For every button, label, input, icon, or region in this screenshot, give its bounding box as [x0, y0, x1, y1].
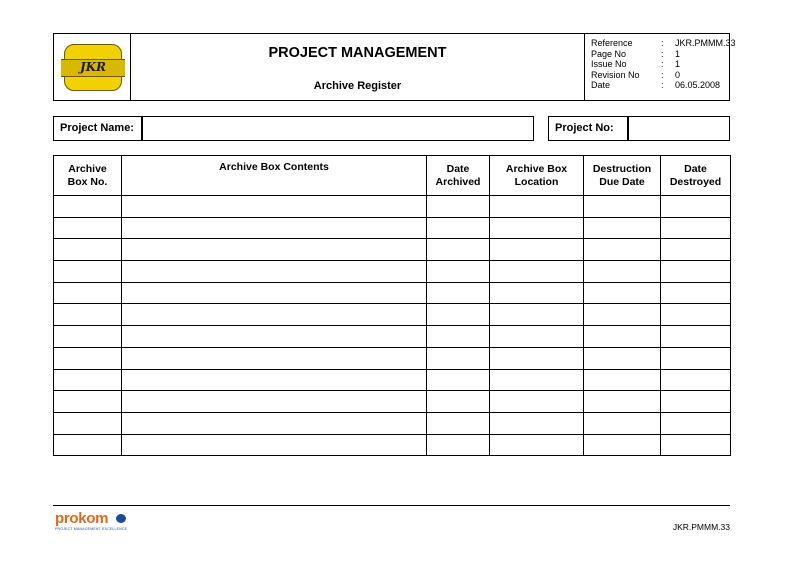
- cell-location[interactable]: [490, 412, 584, 434]
- project-no-label: Project No:: [548, 116, 628, 141]
- col-archive-box-no: Archive Box No.: [54, 156, 122, 196]
- cell-location[interactable]: [490, 282, 584, 304]
- cell-destruction-date[interactable]: [584, 347, 661, 369]
- cell-box-no[interactable]: [54, 412, 122, 434]
- cell-date-destroyed[interactable]: [661, 434, 731, 456]
- cell-date-destroyed[interactable]: [661, 261, 731, 283]
- cell-box-no[interactable]: [54, 239, 122, 261]
- cell-location[interactable]: [490, 261, 584, 283]
- project-name-field[interactable]: [142, 116, 534, 141]
- cell-date-archived[interactable]: [427, 239, 490, 261]
- cell-contents[interactable]: [122, 391, 427, 413]
- cell-contents[interactable]: [122, 412, 427, 434]
- cell-location[interactable]: [490, 217, 584, 239]
- cell-destruction-date[interactable]: [584, 261, 661, 283]
- cell-date-destroyed[interactable]: [661, 217, 731, 239]
- cell-destruction-date[interactable]: [584, 326, 661, 348]
- cell-contents[interactable]: [122, 369, 427, 391]
- cell-location[interactable]: [490, 391, 584, 413]
- cell-date-destroyed[interactable]: [661, 412, 731, 434]
- meta-issue-no: Issue No : 1: [591, 59, 681, 69]
- archive-register-table: [53, 155, 731, 456]
- table-row: [54, 304, 731, 326]
- table-row: [54, 239, 731, 261]
- cell-location[interactable]: [490, 326, 584, 348]
- logo-cell: [54, 34, 131, 100]
- cell-date-destroyed[interactable]: [661, 304, 731, 326]
- cell-destruction-date[interactable]: [584, 196, 661, 218]
- cell-box-no[interactable]: [54, 304, 122, 326]
- cell-destruction-date[interactable]: [584, 282, 661, 304]
- prokom-logo: prokom PROJECT MANAGEMENT EXCELLENCE: [55, 510, 128, 531]
- project-no-field[interactable]: [628, 116, 730, 141]
- cell-date-destroyed[interactable]: [661, 369, 731, 391]
- cell-date-destroyed[interactable]: [661, 391, 731, 413]
- cell-date-archived[interactable]: [427, 369, 490, 391]
- cell-contents[interactable]: [122, 282, 427, 304]
- cell-location[interactable]: [490, 239, 584, 261]
- cell-date-destroyed[interactable]: [661, 239, 731, 261]
- col-archive-box-location: Archive Box Location: [490, 156, 584, 196]
- cell-destruction-date[interactable]: [584, 369, 661, 391]
- form-header: [53, 33, 736, 101]
- cell-location[interactable]: [490, 347, 584, 369]
- cell-date-destroyed[interactable]: [661, 347, 731, 369]
- footer-divider: [53, 505, 730, 506]
- cell-location[interactable]: [490, 196, 584, 218]
- title-cell: [131, 34, 585, 100]
- cell-contents[interactable]: [122, 326, 427, 348]
- cell-destruction-date[interactable]: [584, 239, 661, 261]
- cell-contents[interactable]: [122, 347, 427, 369]
- table-row: [54, 282, 731, 304]
- table-header-row: [54, 156, 731, 196]
- footer-reference: JKR.PMMM.33: [672, 522, 730, 532]
- cell-contents[interactable]: [122, 217, 427, 239]
- table-row: [54, 347, 731, 369]
- meta-reference: Reference : JKR.PMMM.33: [591, 38, 736, 48]
- cell-date-archived[interactable]: [427, 434, 490, 456]
- table-body: [54, 196, 731, 456]
- project-name-label: Project Name:: [53, 116, 142, 141]
- cell-date-archived[interactable]: [427, 282, 490, 304]
- cell-box-no[interactable]: [54, 347, 122, 369]
- cell-date-destroyed[interactable]: [661, 196, 731, 218]
- col-date-archived: Date Archived: [427, 156, 490, 196]
- jkr-logo: JKR: [64, 44, 122, 91]
- cell-contents[interactable]: [122, 434, 427, 456]
- cell-date-archived[interactable]: [427, 261, 490, 283]
- cell-box-no[interactable]: [54, 196, 122, 218]
- cell-date-archived[interactable]: [427, 217, 490, 239]
- cell-box-no[interactable]: [54, 391, 122, 413]
- col-date-destroyed: Date Destroyed: [661, 156, 731, 196]
- cell-date-destroyed[interactable]: [661, 282, 731, 304]
- cell-date-archived[interactable]: [427, 304, 490, 326]
- col-destruction-due-date: Destruction Due Date: [584, 156, 661, 196]
- cell-destruction-date[interactable]: [584, 304, 661, 326]
- cell-box-no[interactable]: [54, 217, 122, 239]
- table-row: [54, 391, 731, 413]
- meta-page-no: Page No : 1: [591, 48, 681, 59]
- table-row: [54, 434, 731, 456]
- table-row: [54, 326, 731, 348]
- cell-destruction-date[interactable]: [584, 391, 661, 413]
- meta-revision-no: Revision No : 0: [591, 69, 681, 80]
- cell-date-archived[interactable]: [427, 412, 490, 434]
- cell-date-archived[interactable]: [427, 347, 490, 369]
- cell-location[interactable]: [490, 434, 584, 456]
- cell-box-no[interactable]: [54, 326, 122, 348]
- cell-contents[interactable]: [122, 304, 427, 326]
- document-meta: [585, 34, 736, 100]
- form-subtitle: Archive Register: [313, 80, 402, 92]
- cell-contents[interactable]: [122, 261, 427, 283]
- cell-box-no[interactable]: [54, 369, 122, 391]
- cell-date-archived[interactable]: [427, 326, 490, 348]
- table-row: [54, 196, 731, 218]
- cell-contents[interactable]: [122, 196, 427, 218]
- cell-destruction-date[interactable]: [584, 434, 661, 456]
- cell-box-no[interactable]: [54, 282, 122, 304]
- cell-location[interactable]: [490, 369, 584, 391]
- page-title: PROJECT MANAGEMENT: [268, 45, 447, 61]
- col-archive-box-contents: Archive Box Contents: [122, 156, 427, 196]
- cell-date-archived[interactable]: [427, 391, 490, 413]
- cell-box-no[interactable]: [54, 261, 122, 283]
- cell-contents[interactable]: [122, 239, 427, 261]
- cell-location[interactable]: [490, 304, 584, 326]
- cell-date-archived[interactable]: [427, 196, 490, 218]
- cell-date-destroyed[interactable]: [661, 326, 731, 348]
- table-row: [54, 369, 731, 391]
- cell-destruction-date[interactable]: [584, 412, 661, 434]
- table-row: [54, 261, 731, 283]
- table-row: [54, 217, 731, 239]
- meta-date: Date : 06.05.2008: [591, 80, 721, 90]
- cell-box-no[interactable]: [54, 434, 122, 456]
- cell-destruction-date[interactable]: [584, 217, 661, 239]
- table-row: [54, 412, 731, 434]
